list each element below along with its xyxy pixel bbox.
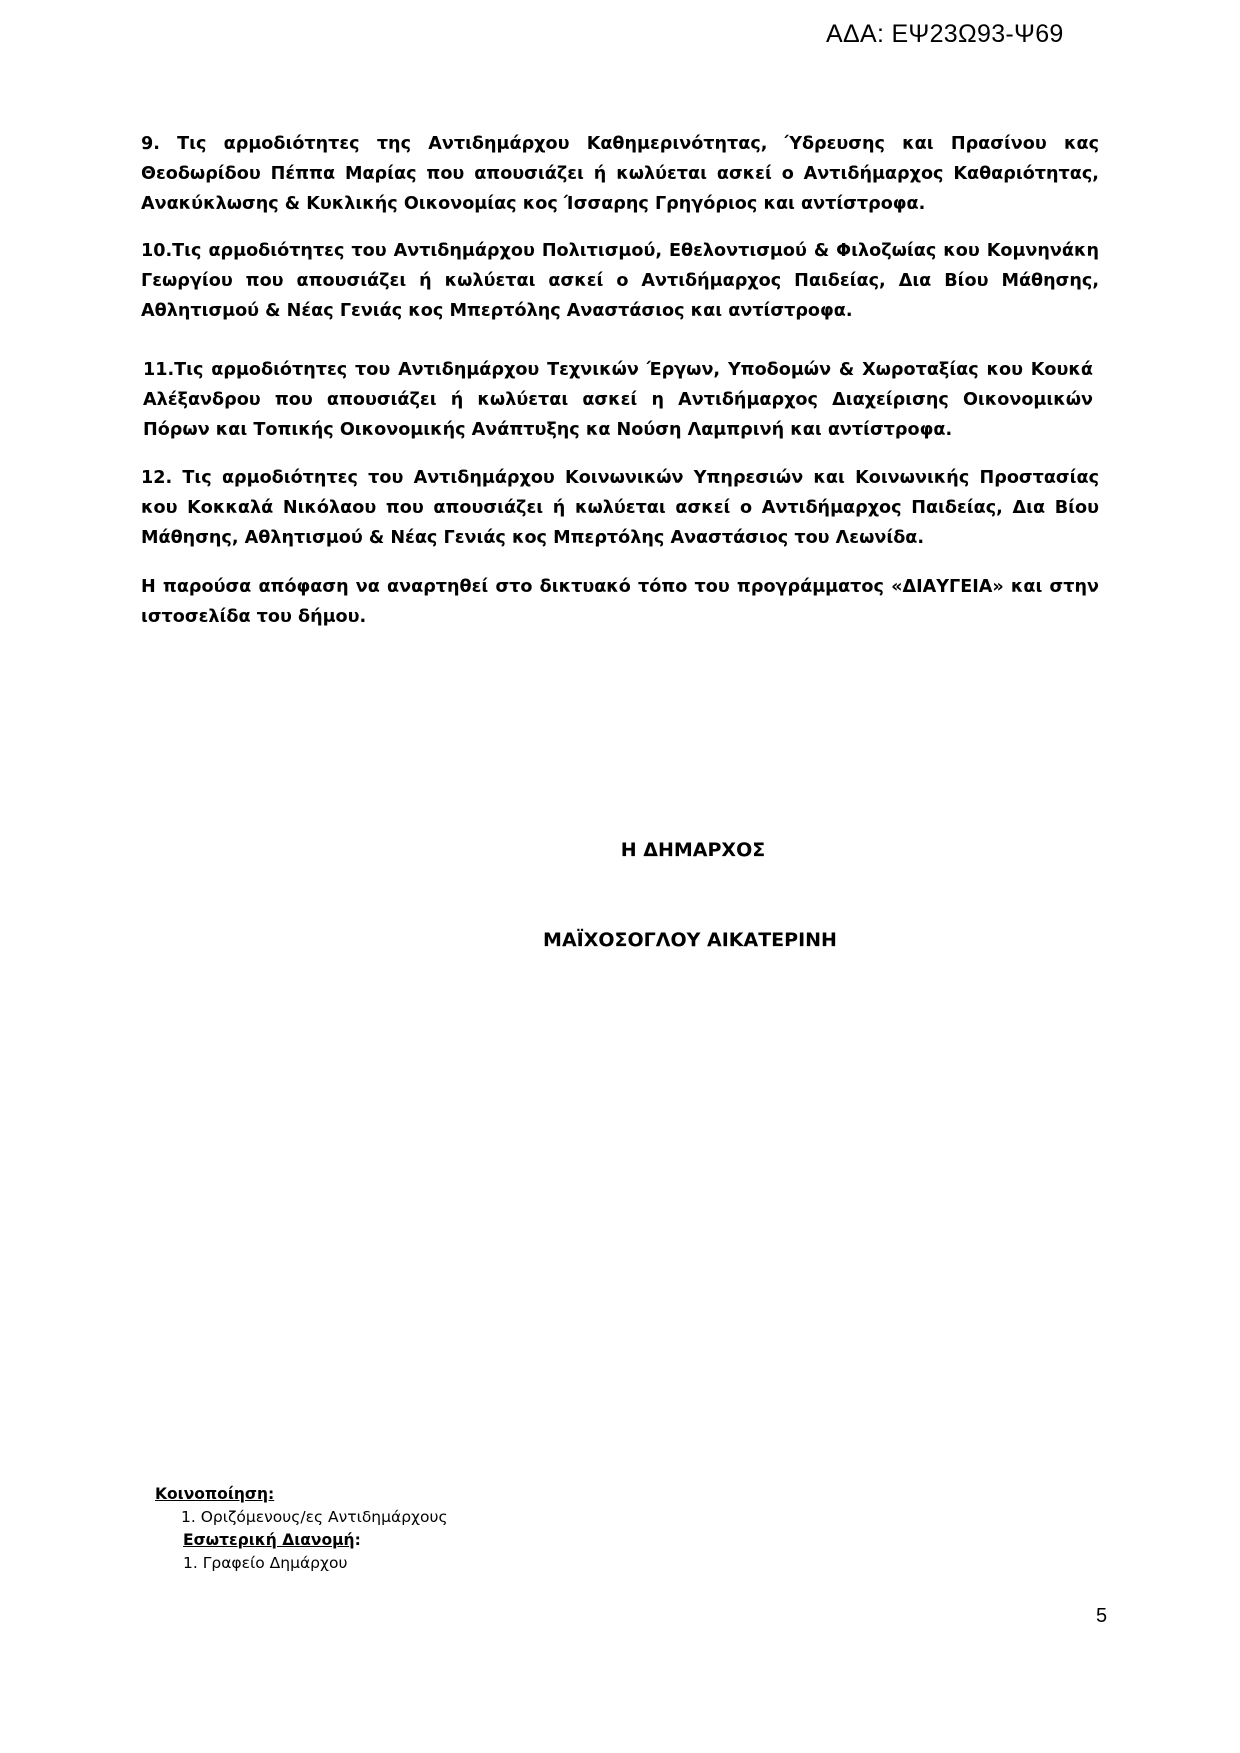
internal-heading-row (155, 1529, 448, 1552)
paragraph-11: 11.Τις αρμοδιότητες του Αντιδημάρχου Τεχνικών Έργων, Υποδομών & Χωροταξίας κου Κουκά Αλέξανδρου που απουσιάζει ή κωλύεται ασκεί η Αντιδήμαρχος Διαχείρισης Οικονομικών Πόρων και Τοπικής Οικονομικής Ανάπτυξης κα Νούση Λαμπρινή και αντίστροφα. (143, 360, 1093, 440)
notify-item: 1. Οριζόμενους/ες Αντιδημάρχους (181, 1508, 448, 1526)
internal-heading-colon: : (354, 1531, 361, 1549)
internal-heading: Εσωτερική Διανομή (183, 1531, 355, 1549)
signature-title: Η ΔΗΜΑΡΧΟΣ (620, 839, 766, 861)
paragraph-12: 12. Τις αρμοδιότητες του Αντιδημάρχου Κοινωνικών Υπηρεσιών και Κοινωνικής Προστασίας κου Κοκκαλά Νικόλαου που απουσιάζει ή κωλύεται ασκεί ο Αντιδήμαρχος Παιδείας, Δια Βίου Μάθησης, Αθλητισμού & Νέας Γενιάς κος Μπερτόλης Αναστάσιος του Λεωνίδα. (141, 468, 1099, 548)
publication-note: Η παρούσα απόφαση να αναρτηθεί στο δικτυακό τόπο του προγράμματος «ΔΙΑΥΓΕΙΑ» και στην ιστοσελίδα του δήμου. (141, 577, 1099, 627)
notify-heading: Κοινοποίηση: (155, 1485, 275, 1503)
signature-name: ΜΑΪΧΟΣΟΓΛΟΥ ΑΙΚΑΤΕΡΙΝΗ (543, 929, 837, 951)
ada-code: ΑΔΑ: ΕΨ23Ω93-Ψ69 (826, 20, 1064, 48)
page-number: 5 (1096, 1605, 1108, 1627)
distribution-block (155, 1483, 448, 1575)
paragraph-10: 10.Τις αρμοδιότητες του Αντιδημάρχου Πολιτισμού, Εθελοντισμού & Φιλοζωίας κου Κομνηνάκη Γεωργίου που απουσιάζει ή κωλύεται ασκεί ο Αντιδήμαρχος Παιδείας, Δια Βίου Μάθησης, Αθλητισμού & Νέας Γενιάς κος Μπερτόλης Αναστάσιος και αντίστροφα. (141, 241, 1099, 321)
internal-item: 1. Γραφείο Δημάρχου (183, 1554, 348, 1572)
paragraph-9: 9. Τις αρμοδιότητες της Αντιδημάρχου Καθημερινότητας, Ύδρευσης και Πρασίνου κας Θεοδωρίδου Πέππα Μαρίας που απουσιάζει ή κωλύεται ασκεί ο Αντιδήμαρχος Καθαριότητας, Ανακύκλωσης & Κυκλικής Οικονομίας κος Ίσσαρης Γρηγόριος και αντίστροφα. (141, 134, 1099, 214)
